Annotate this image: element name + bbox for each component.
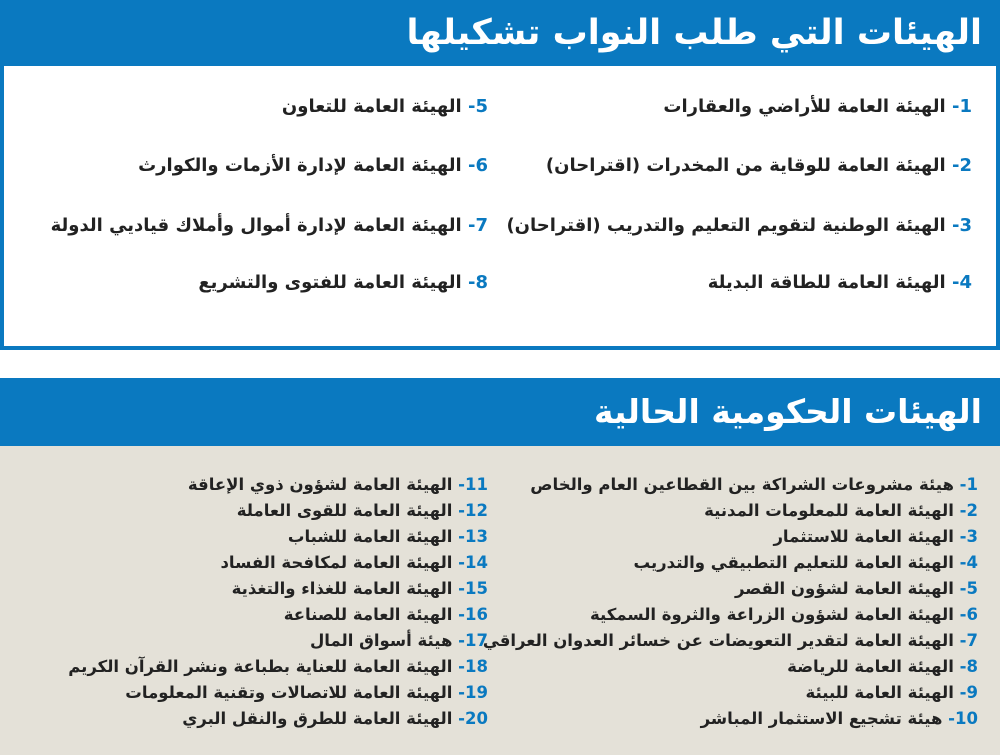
item-text: الهيئة العامة للطرق والنقل البري bbox=[182, 709, 453, 728]
section1-title: الهيئات التي طلب النواب تشكيلها bbox=[406, 13, 982, 53]
list-item bbox=[508, 680, 978, 706]
item-text: الهيئة العامة للشباب bbox=[287, 527, 453, 546]
item-number: 2- bbox=[951, 155, 972, 176]
list-item bbox=[51, 213, 488, 239]
item-number: 6- bbox=[467, 155, 488, 176]
item-text: الهيئة العامة للتعليم التطبيقي والتدريب bbox=[633, 553, 954, 572]
list-item bbox=[508, 706, 978, 732]
list-item bbox=[482, 628, 978, 654]
item-text: الهيئة العامة لإدارة الأزمات والكوارث bbox=[138, 155, 462, 176]
item-text: الهيئة العامة للوقاية من المخدرات (اقتراحان) bbox=[545, 155, 946, 176]
list-item bbox=[508, 602, 978, 628]
list-item bbox=[508, 524, 978, 550]
item-number: 2- bbox=[959, 501, 978, 520]
list-item bbox=[18, 576, 488, 602]
item-number: 9- bbox=[959, 683, 978, 702]
list-item bbox=[18, 550, 488, 576]
item-text: الهيئة العامة للتعاون bbox=[281, 96, 462, 117]
item-number: 4- bbox=[959, 553, 978, 572]
item-text: الهيئة العامة لتقدير التعويضات عن خسائر العدوان العراقي bbox=[482, 631, 954, 650]
item-number: 10- bbox=[948, 709, 978, 728]
item-number: 18- bbox=[458, 657, 488, 676]
item-text: الهيئة العامة للأراضي والعقارات bbox=[663, 96, 946, 117]
item-number: 5- bbox=[959, 579, 978, 598]
item-text: الهيئة الوطنية لتقويم التعليم والتدريب (اقتراحان) bbox=[506, 215, 946, 236]
item-text: الهيئة العامة لمكافحة الفساد bbox=[220, 553, 453, 572]
item-number: 13- bbox=[458, 527, 488, 546]
item-number: 19- bbox=[458, 683, 488, 702]
item-number: 17- bbox=[458, 631, 488, 650]
item-number: 8- bbox=[467, 272, 488, 293]
item-text: الهيئة العامة للفتوى والتشريع bbox=[198, 272, 462, 293]
item-text: الهيئة العامة لشؤون القصر bbox=[734, 579, 954, 598]
section2-header bbox=[0, 378, 1000, 446]
list-item bbox=[508, 654, 978, 680]
list-item bbox=[18, 498, 488, 524]
list-item bbox=[18, 602, 488, 628]
item-text: الهيئة العامة للبيئة bbox=[805, 683, 954, 702]
item-text: هيئة أسواق المال bbox=[309, 631, 453, 650]
list-item bbox=[506, 213, 972, 239]
item-number: 6- bbox=[959, 605, 978, 624]
list-item bbox=[138, 153, 488, 179]
section2-right-column bbox=[482, 472, 978, 732]
list-item bbox=[708, 270, 972, 296]
item-text: الهيئة العامة للعناية بطباعة ونشر القرآن الكريم bbox=[68, 657, 453, 676]
section2-left-column bbox=[18, 472, 488, 732]
section2-panel bbox=[0, 446, 1000, 755]
item-text: الهيئة العامة للاتصالات وتقنية المعلومات bbox=[125, 683, 453, 702]
list-item bbox=[18, 628, 488, 654]
item-number: 3- bbox=[951, 215, 972, 236]
item-number: 15- bbox=[458, 579, 488, 598]
item-number: 8- bbox=[959, 657, 978, 676]
item-text: هيئة مشروعات الشراكة بين القطاعين العام والخاص bbox=[530, 475, 954, 494]
item-text: الهيئة العامة للرياضة bbox=[787, 657, 954, 676]
list-item bbox=[18, 654, 488, 680]
item-number: 3- bbox=[959, 527, 978, 546]
item-number: 11- bbox=[458, 475, 488, 494]
item-number: 14- bbox=[458, 553, 488, 572]
item-text: الهيئة العامة لشؤون الزراعة والثروة السمكية bbox=[590, 605, 954, 624]
list-item bbox=[198, 270, 488, 296]
section2-title: الهيئات الحكومية الحالية bbox=[594, 392, 982, 431]
list-item bbox=[508, 472, 978, 498]
item-number: 20- bbox=[458, 709, 488, 728]
item-text: الهيئة العامة للاستثمار bbox=[773, 527, 954, 546]
item-number: 7- bbox=[467, 215, 488, 236]
section1-panel bbox=[0, 66, 1000, 350]
list-item bbox=[18, 706, 488, 732]
item-text: الهيئة العامة للصناعة bbox=[283, 605, 453, 624]
item-number: 1- bbox=[951, 96, 972, 117]
list-item bbox=[508, 550, 978, 576]
list-item bbox=[546, 153, 972, 179]
item-text: الهيئة العامة للقوى العاملة bbox=[236, 501, 453, 520]
list-item bbox=[508, 576, 978, 602]
item-number: 16- bbox=[458, 605, 488, 624]
list-item bbox=[18, 680, 488, 706]
list-item bbox=[663, 94, 972, 120]
list-item bbox=[18, 472, 488, 498]
item-number: 12- bbox=[458, 501, 488, 520]
item-number: 7- bbox=[959, 631, 978, 650]
item-number: 5- bbox=[467, 96, 488, 117]
list-item bbox=[282, 94, 488, 120]
item-text: الهيئة العامة للطاقة البديلة bbox=[707, 272, 946, 293]
item-text: الهيئة العامة للغذاء والتغذية bbox=[231, 579, 453, 598]
section1-header bbox=[0, 0, 1000, 66]
list-item bbox=[18, 524, 488, 550]
item-text: الهيئة العامة للمعلومات المدنية bbox=[704, 501, 954, 520]
item-number: 1- bbox=[959, 475, 978, 494]
item-text: الهيئة العامة لشؤون ذوي الإعاقة bbox=[187, 475, 453, 494]
item-text: هيئة تشجيع الاستثمار المباشر bbox=[700, 709, 943, 728]
item-text: الهيئة العامة لإدارة أموال وأملاك قياديي الدولة bbox=[50, 215, 462, 236]
item-number: 4- bbox=[951, 272, 972, 293]
list-item bbox=[508, 498, 978, 524]
